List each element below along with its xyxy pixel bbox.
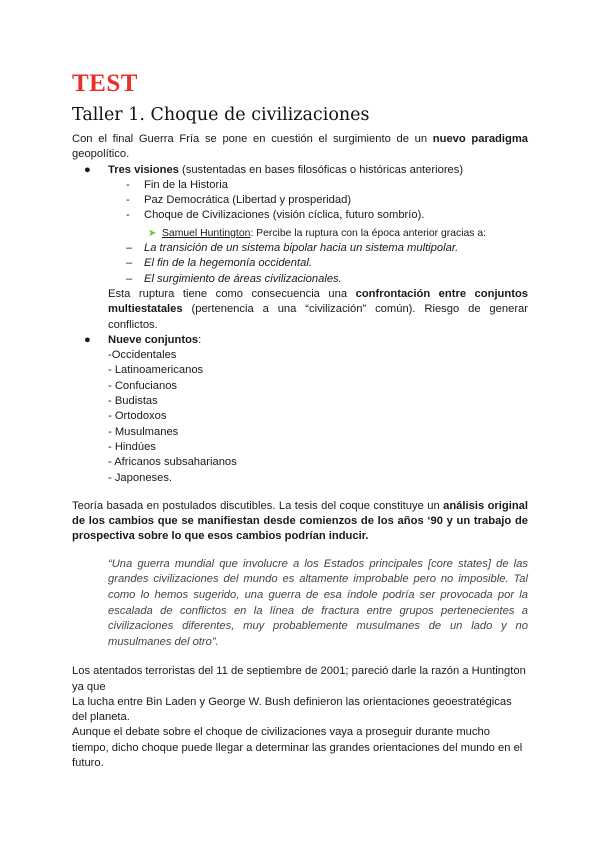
list-item: -Occidentales (108, 349, 177, 362)
list-item: - Paz Democrática (Libertad y prosperidad) (126, 194, 352, 207)
bullet-icon: ● (84, 333, 91, 346)
huntington-note: ➤ Samuel Huntington: Percibe la ruptura con la época anterior gracias a: (72, 226, 528, 241)
list-item: - Latinoamericanos (108, 364, 204, 377)
list-item: – La transición de un sistema bipolar hacia un sistema multipolar. (126, 242, 459, 255)
closing-line: La lucha entre Bin Laden y George W. Bush definieron las orientaciones geoestratégicas del planeta. (72, 695, 512, 724)
list-item: - Ortodoxos (108, 410, 167, 423)
arrow-icon: ➤ (148, 227, 157, 239)
bullet-icon: ● (84, 163, 91, 176)
teoria-paragraph: Teoría basada en postulados discutibles. La tesis del coque constituye un análisis original de los cambios que se manifiestan desde comienzos de los años ‘90 y un trabajo de prospectiva sobre lo que esos cambios podrían inducir. (72, 499, 529, 543)
document-body (72, 132, 528, 771)
bullet-nueve-conjuntos: ● Nueve conjuntos: (72, 333, 528, 348)
list-item: - Japoneses. (108, 471, 173, 484)
huntington-name: Samuel Huntington (162, 227, 251, 239)
page-title: Taller 1. Choque de civilizaciones (72, 105, 370, 125)
list-item: – El fin de la hegemonía occidental. (126, 257, 312, 270)
list-item: - Budistas (108, 395, 158, 408)
list-item: - Musulmanes (108, 425, 179, 438)
huntington-quote: “Una guerra mundial que involucre a los Estados principales [core states] de las grandes civilizaciones del mundo es altamente improbable pero no imposible. Tal como lo hemos sugerido, una guerra de esa índole podría ser provocada por la escalada de conflictos en la línea de fractura entre grupos pertenecientes a civilizaciones diferentes, muy probablemente musulmanes de un lado y no musulmanes del otro”. (108, 557, 528, 648)
bullet-tres-visiones: ● Tres visiones (sustentadas en bases filosóficas o históricas anteriores) (72, 163, 528, 178)
list-item: - Choque de Civilizaciones (visión cíclica, futuro sombrío). (126, 209, 425, 222)
test-heading: TEST (72, 70, 138, 97)
closing-line: Aunque el debate sobre el choque de civilizaciones vaya a proseguir durante mucho tiempo, dicho choque puede llegar a determinar las grandes orientaciones del mundo en el futuro. (72, 726, 523, 770)
list-item: - Fin de la Historia (126, 178, 228, 191)
ruptura-paragraph: Esta ruptura tiene como consecuencia una confrontación entre conjuntos multiestatales (pertenencia a una “civilización” común). Riesgo de generar conflictos. (108, 287, 528, 331)
list-item: - Hindúes (108, 440, 156, 453)
list-item: - Africanos subsaharianos (108, 456, 237, 469)
closing-line: Los atentados terroristas del 11 de septiembre de 2001; pareció darle la razón a Huntington ya que (72, 665, 526, 693)
closing-section (72, 664, 528, 771)
list-item: - Confucianos (108, 379, 178, 392)
intro-paragraph: Con el final Guerra Fría se pone en cuestión el surgimiento de un nuevo paradigma geopolítico. (72, 133, 529, 161)
list-item: – El surgimiento de áreas civilizacionales. (126, 272, 342, 285)
